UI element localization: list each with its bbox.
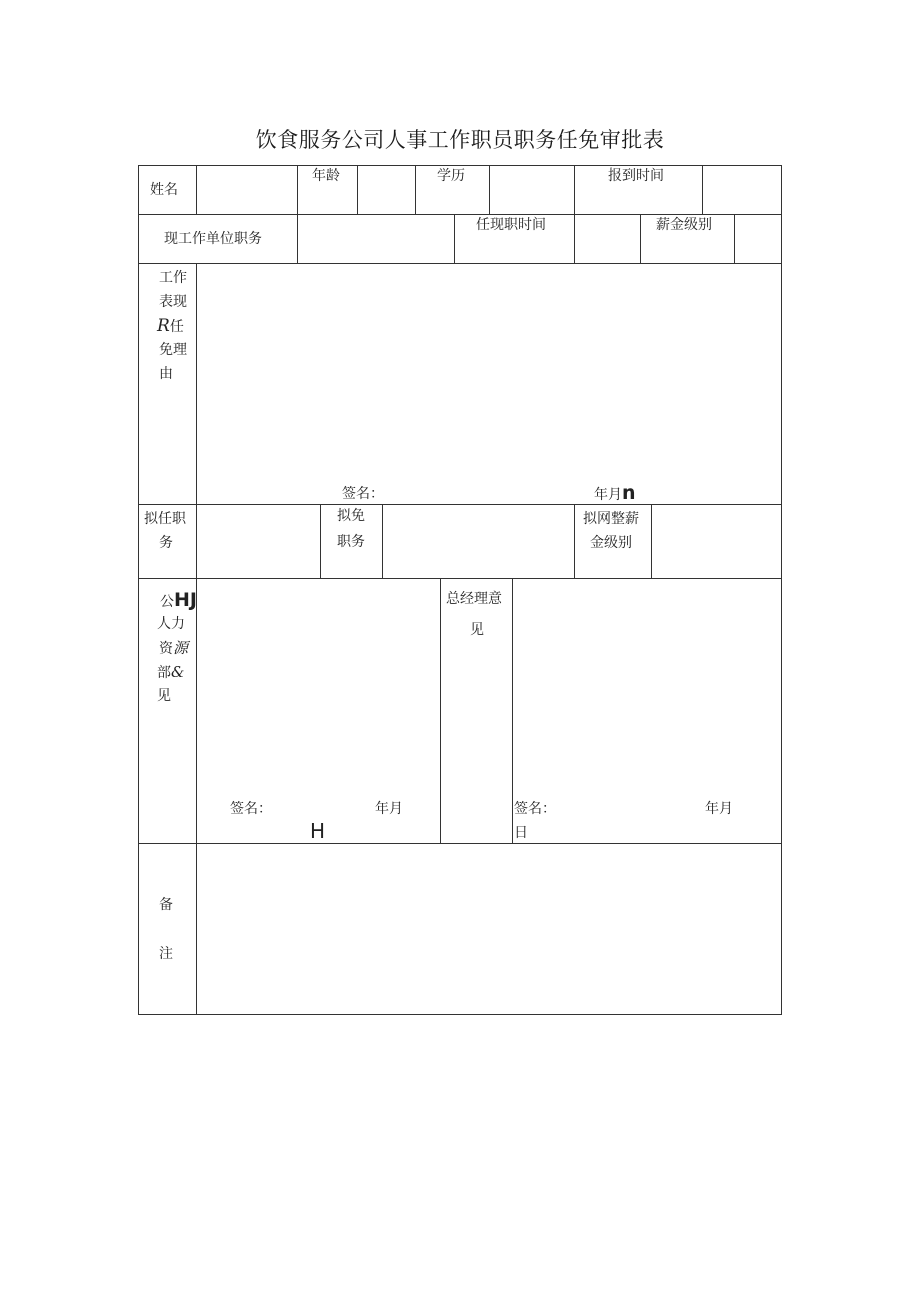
hr-label-text: 资 — [159, 641, 173, 657]
hr-signature-label: 签名： — [230, 801, 272, 817]
hr-label-line — [159, 636, 188, 661]
performance-label-line: 工作 — [159, 270, 187, 286]
current-position-field[interactable] — [298, 215, 453, 263]
hr-date-glyph: H — [310, 819, 326, 843]
performance-signature-label: 签名： — [342, 486, 384, 502]
salary-proposal-field[interactable] — [652, 505, 780, 577]
cell-divider — [320, 504, 321, 578]
performance-date — [594, 481, 636, 507]
performance-label-line: 表现 — [159, 294, 187, 310]
appoint-position-field[interactable] — [197, 505, 319, 577]
performance-label-glyph: R — [157, 316, 170, 336]
gm-day-text: 日 — [514, 825, 528, 841]
gm-label-line: 总经理意 — [446, 591, 502, 607]
performance-date-text: 年月 — [594, 487, 622, 503]
gm-label-line: 见 — [470, 622, 484, 638]
appoint-label-line: 务 — [159, 535, 173, 551]
gm-date-text: 年月 — [705, 801, 733, 817]
report-date-label: 报到时间 — [608, 168, 664, 184]
cell-divider — [574, 165, 575, 214]
table-border-right — [781, 165, 782, 1015]
hr-label-line — [160, 588, 197, 614]
tenure-label: 任现职时间 — [476, 217, 546, 233]
education-field[interactable] — [490, 166, 573, 214]
table-border-left — [138, 165, 139, 1015]
performance-label-line — [157, 314, 184, 339]
cell-divider — [454, 214, 455, 263]
salary-grade-field[interactable] — [735, 215, 780, 263]
salary-proposal-label-line: 拟网整薪 — [583, 511, 639, 527]
gm-signature-label: 签名： — [514, 801, 556, 817]
hr-label-line: 见 — [157, 688, 171, 704]
hr-label-glyph: HJ — [174, 589, 197, 611]
hr-opinion-area[interactable] — [197, 579, 439, 794]
hr-label-glyph: 源 — [173, 639, 189, 657]
cell-divider — [440, 578, 441, 843]
remove-position-field[interactable] — [383, 505, 573, 577]
name-field[interactable] — [197, 166, 296, 214]
performance-date-glyph: n — [622, 482, 636, 504]
salary-grade-label: 薪金级别 — [656, 217, 712, 233]
performance-label-line: 免理 — [159, 342, 187, 358]
hr-label-text: 部 — [157, 665, 171, 681]
performance-content-area[interactable] — [197, 264, 780, 479]
performance-label-line: 由 — [159, 366, 173, 382]
current-position-label: 现工作单位职务 — [164, 231, 262, 247]
age-label: 年龄 — [312, 168, 340, 184]
salary-proposal-label-line: 金级别 — [590, 535, 632, 551]
remarks-label-line: 注 — [159, 946, 173, 962]
remarks-label-line: 备 — [159, 897, 173, 913]
cell-divider — [640, 214, 641, 263]
hr-label-text: 公 — [160, 594, 174, 610]
hr-label-line — [157, 660, 184, 685]
hr-date-text: 年月 — [375, 801, 403, 817]
appoint-label-line: 拟任职 — [144, 511, 186, 527]
hr-label-glyph: & — [171, 663, 185, 681]
remove-label-line: 拟免 — [337, 508, 365, 524]
cell-divider — [415, 165, 416, 214]
hr-label-line: 人力 — [157, 616, 185, 632]
cell-divider — [574, 504, 575, 578]
tenure-field[interactable] — [575, 215, 639, 263]
gm-opinion-area[interactable] — [513, 579, 780, 794]
form-title: 饮食服务公司人事工作职员职务任免审批表 — [255, 128, 665, 152]
cell-divider — [297, 165, 298, 214]
name-label: 姓名 — [150, 182, 178, 198]
remarks-area[interactable] — [197, 844, 780, 1013]
age-field[interactable] — [358, 166, 414, 214]
performance-label-text: 任 — [169, 319, 184, 335]
report-date-field[interactable] — [703, 166, 780, 214]
education-label: 学历 — [437, 168, 465, 184]
table-border-bottom — [138, 1014, 782, 1015]
remove-label-line: 职务 — [337, 534, 365, 550]
